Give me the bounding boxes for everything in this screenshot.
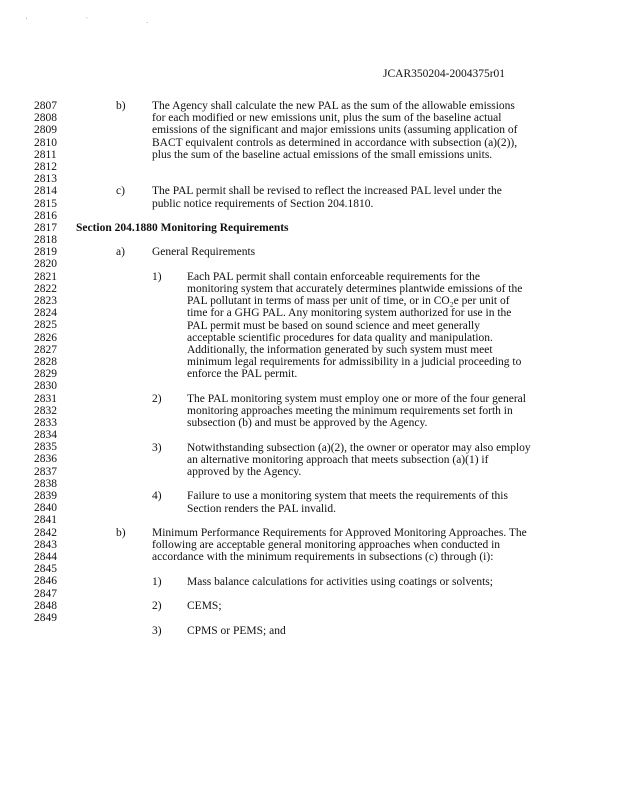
- line-number: 2839: [34, 490, 57, 502]
- paragraph-label-c-permit: c): [116, 185, 125, 198]
- line-number-column: [34, 100, 74, 624]
- text-line: emissions of the significant and major emissions units (assuming application of: [152, 124, 518, 137]
- text-line: Minimum Performance Requirements for Approved Monitoring Approaches. The: [152, 527, 527, 539]
- line-number: 2838: [34, 477, 57, 490]
- text-line: acceptable scientific procedures for data quality and manipulation.: [187, 331, 493, 344]
- line-number: 2809: [34, 124, 57, 137]
- line-number: 2828: [34, 355, 57, 368]
- text-line: Each PAL permit shall contain enforceable requirements for the: [187, 270, 480, 283]
- paragraph-b-calc: [152, 100, 517, 161]
- line-number: 2848: [34, 599, 57, 612]
- paragraph-b-min: [152, 527, 527, 564]
- line-number: 2813: [34, 173, 57, 186]
- text-line: an alternative monitoring approach that meets subsection (a)(1) if: [187, 453, 489, 466]
- line-number: 2810: [34, 136, 57, 149]
- text-line: monitoring approaches meeting the minimum requirements set forth in: [187, 405, 513, 417]
- paragraph-c-permit: [152, 185, 502, 209]
- line-number: 2840: [34, 502, 57, 515]
- line-number: 2827: [34, 343, 57, 356]
- text-line: The PAL monitoring system must employ one or more of the four general: [187, 392, 526, 405]
- line-number: 2849: [34, 611, 57, 624]
- item-label-a2: 2): [152, 392, 162, 405]
- line-number: 2814: [34, 185, 57, 198]
- text-line: public notice requirements of Section 204.1810.: [152, 197, 374, 210]
- text-line: approved by the Agency.: [187, 466, 302, 478]
- item-a2: [187, 393, 526, 430]
- item-label-b1: 1): [152, 575, 162, 588]
- line-number: 2830: [34, 380, 57, 393]
- line-number: 2815: [34, 197, 57, 210]
- item-label-a3: 3): [152, 441, 162, 454]
- text-line: for each modified or new emissions unit, plus the sum of the baseline actual: [152, 112, 502, 125]
- item-label-b3: 3): [152, 624, 162, 637]
- item-label-b2: 2): [152, 600, 162, 613]
- text-line: The PAL permit shall be revised to reflect the increased PAL level under the: [152, 185, 502, 198]
- document-id-header: JCAR350204-2004375r01: [383, 68, 506, 80]
- text-line: enforce the PAL permit.: [187, 368, 298, 381]
- line-number: 2824: [34, 307, 57, 320]
- line-number: 2843: [34, 538, 57, 551]
- corner-marks: ' ` .: [26, 16, 177, 25]
- text-line: time for a GHG PAL. Any monitoring system authorized for use in the: [187, 307, 512, 320]
- text-line: subsection (b) and must be approved by the Agency.: [187, 417, 428, 430]
- text-line: BACT equivalent controls as determined in accordance with subsection (a)(2)),: [152, 136, 518, 149]
- item-b2: CEMS;: [187, 600, 222, 613]
- item-label-a1: 1): [152, 270, 162, 283]
- line-number: 2847: [34, 587, 57, 600]
- item-a3: [187, 442, 531, 479]
- text-line: Failure to use a monitoring system that meets the requirements of this: [187, 490, 508, 503]
- line-number: 2846: [34, 575, 57, 588]
- line-number: 2845: [34, 563, 57, 576]
- line-number: 2832: [34, 404, 57, 417]
- item-b1: Mass balance calculations for activities using coatings or solvents;: [187, 575, 493, 588]
- line-number: 2826: [34, 331, 57, 344]
- line-number: 2817: [34, 221, 57, 234]
- line-number: 2841: [34, 514, 57, 527]
- item-a1: [187, 271, 522, 381]
- line-number: 2811: [34, 148, 57, 161]
- paragraph-label-a-general: a): [116, 246, 125, 259]
- paragraph-a-general: General Requirements: [152, 246, 256, 259]
- paragraph-label-b-calc: b): [116, 100, 126, 112]
- line-number: 2816: [34, 209, 57, 222]
- text-line: plus the sum of the baseline actual emissions of the small emissions units.: [152, 148, 493, 161]
- line-number: 2825: [34, 319, 57, 332]
- item-b3: CPMS or PEMS; and: [187, 624, 286, 637]
- line-number: 2836: [34, 453, 57, 466]
- line-number: 2808: [34, 112, 57, 125]
- line-number: 2807: [34, 100, 57, 112]
- line-number: 2837: [34, 465, 57, 478]
- line-number: 2812: [34, 160, 57, 173]
- text-line: PAL pollutant in terms of mass per unit of time, or in CO₂e per unit of: [187, 295, 510, 308]
- line-number: 2822: [34, 282, 57, 295]
- line-number: 2823: [34, 295, 57, 307]
- line-number: 2834: [34, 429, 57, 442]
- text-line: Section renders the PAL invalid.: [187, 502, 336, 515]
- text-line: following are acceptable general monitoring approaches when conducted in: [152, 539, 501, 552]
- text-line: minimum legal requirements for admissibility in a judicial proceeding to: [187, 356, 522, 369]
- line-number: 2833: [34, 416, 57, 429]
- line-number: 2819: [34, 246, 57, 259]
- line-number: 2844: [34, 550, 57, 563]
- section-heading: Section 204.1880 Monitoring Requirements: [76, 222, 289, 234]
- text-line: Notwithstanding subsection (a)(2), the owner or operator may also employ: [187, 441, 531, 454]
- text-line: The Agency shall calculate the new PAL as the sum of the allowable emissions: [152, 100, 515, 112]
- item-a4: [187, 490, 508, 514]
- line-number: 2829: [34, 368, 57, 381]
- line-number: 2831: [34, 392, 57, 405]
- line-number: 2842: [34, 526, 57, 539]
- line-number: 2818: [34, 234, 57, 247]
- text-line: PAL permit must be based on sound science and meet generally: [187, 319, 480, 332]
- line-number: 2820: [34, 258, 57, 271]
- line-number: 2835: [34, 441, 57, 454]
- text-line: Additionally, the information generated by such system must meet: [187, 344, 493, 357]
- paragraph-label-b-min: b): [116, 527, 126, 539]
- line-number: 2821: [34, 270, 57, 283]
- text-line: accordance with the minimum requirements in subsections (c) through (i):: [152, 551, 494, 564]
- item-label-a4: 4): [152, 490, 162, 503]
- text-line: monitoring system that accurately determines plantwide emissions of the: [187, 283, 523, 295]
